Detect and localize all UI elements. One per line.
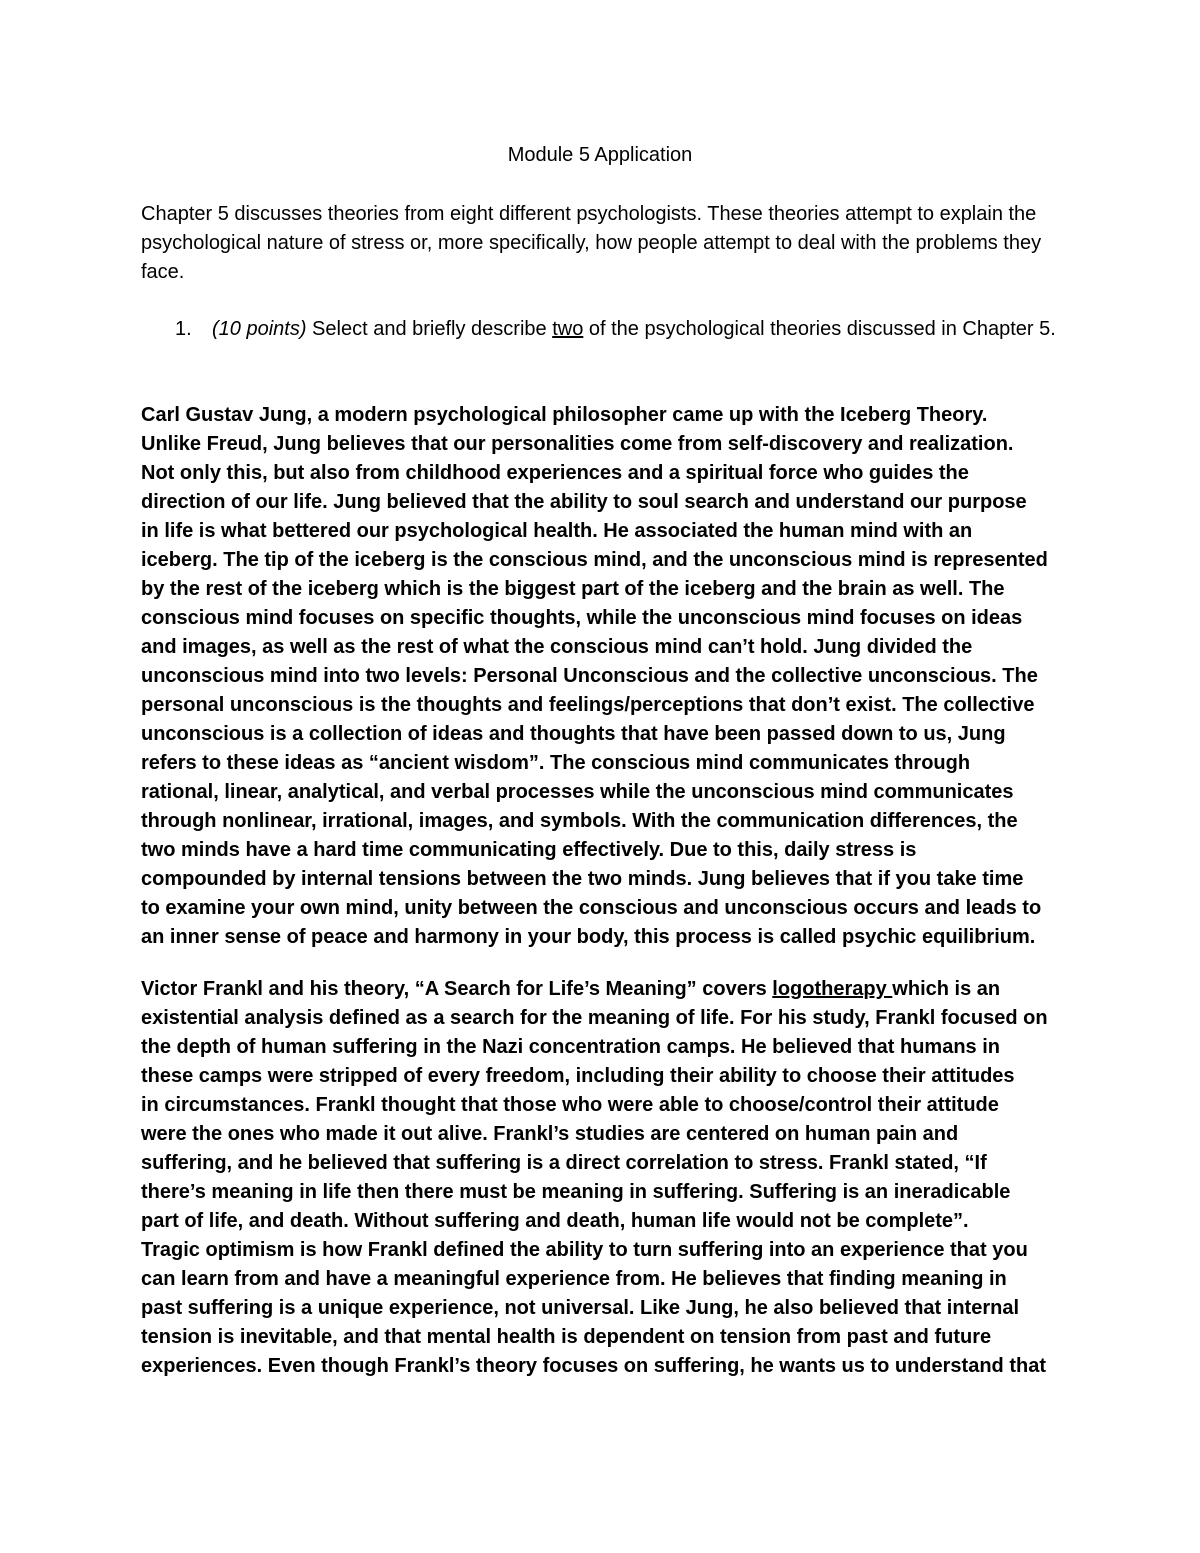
frankl-line-start: Victor Frankl and his theory, “A Search for Life’s Meaning” covers <box>141 978 773 1000</box>
answer-paragraph-jung <box>141 401 1081 952</box>
text-line: Not only this, but also from childhood experiences and a spiritual force who guides the <box>141 462 969 484</box>
text-line: direction of our life. Jung believed that the ability to soul search and understand our purpose <box>141 491 1027 513</box>
text-line: conscious mind focuses on specific thoughts, while the unconscious mind focuses on ideas <box>141 607 1023 629</box>
text-line: two minds have a hard time communicating effectively. Due to this, daily stress is <box>141 839 917 861</box>
text-line <box>141 975 1081 1004</box>
text-line: existential analysis defined as a search for the meaning of life. For his study, Frankl focused on <box>141 1007 1048 1029</box>
text-line: Carl Gustav Jung, a modern psychological philosopher came up with the Iceberg Theory. <box>141 404 988 426</box>
text-line: rational, linear, analytical, and verbal processes while the unconscious mind communicates <box>141 781 1014 803</box>
text-line: past suffering is a unique experience, not universal. Like Jung, he also believed that internal <box>141 1297 1020 1319</box>
text-line: in life is what bettered our psychological health. He associated the human mind with an <box>141 520 973 542</box>
text-line: can learn from and have a meaningful experience from. He believes that finding meaning in <box>141 1268 1007 1290</box>
text-line: there’s meaning in life then there must be meaning in suffering. Suffering is an ineradicable <box>141 1181 1011 1203</box>
text-line: tension is inevitable, and that mental health is dependent on tension from past and future <box>141 1326 992 1348</box>
text-line: unconscious mind into two levels: Personal Unconscious and the collective unconscious. The <box>141 665 1038 687</box>
text-line: to examine your own mind, unity between the conscious and unconscious occurs and leads to <box>141 897 1042 919</box>
text-line: refers to these ideas as “ancient wisdom”. The conscious mind communicates through <box>141 752 971 774</box>
text-line: Unlike Freud, Jung believes that our personalities come from self-discovery and realization. <box>141 433 1014 455</box>
answer-paragraph-frankl <box>141 975 1081 1381</box>
question-text <box>212 315 1071 344</box>
text-line: the depth of human suffering in the Nazi concentration camps. He believed that humans in <box>141 1036 1000 1058</box>
text-line: and images, as well as the rest of what the conscious mind can’t hold. Jung divided the <box>141 636 973 658</box>
question-number: 1. <box>175 318 192 340</box>
text-line: experiences. Even though Frankl’s theory focuses on suffering, he wants us to understand that <box>141 1355 1046 1377</box>
question-emphasis: two <box>552 318 584 340</box>
text-line: Tragic optimism is how Frankl defined the ability to turn suffering into an experience that you <box>141 1239 1028 1261</box>
text-line: these camps were stripped of every freedom, including their ability to choose their attitudes <box>141 1065 1015 1087</box>
text-line: in circumstances. Frankl thought that those who were able to choose/control their attitude <box>141 1094 999 1116</box>
question-text-after: of the psychological theories discussed in Chapter 5. <box>583 318 1056 340</box>
text-line: through nonlinear, irrational, images, and symbols. With the communication differences, the <box>141 810 1018 832</box>
text-line: part of life, and death. Without suffering and death, human life would not be complete”. <box>141 1210 969 1232</box>
logotherapy-term: logotherapy <box>772 978 893 1000</box>
text-line: an inner sense of peace and harmony in your body, this process is called psychic equilibrium. <box>141 926 1036 948</box>
text-line: by the rest of the iceberg which is the biggest part of the iceberg and the brain as well. The <box>141 578 1005 600</box>
frankl-line-end: which is an <box>892 978 1001 1000</box>
question-item <box>141 315 1071 344</box>
text-line: compounded by internal tensions between the two minds. Jung believes that if you take time <box>141 868 1024 890</box>
page-title: Module 5 Application <box>507 144 693 166</box>
intro-paragraph: Chapter 5 discusses theories from eight different psychologists. These theories attempt to explain the psychological nature of stress or, more specifically, how people attempt to deal with the problems they face. <box>141 203 1042 283</box>
question-text-before: Select and briefly describe <box>306 318 553 340</box>
text-line: were the ones who made it out alive. Frankl’s studies are centered on human pain and <box>141 1123 959 1145</box>
text-line: personal unconscious is the thoughts and feelings/perceptions that don’t exist. The collective <box>141 694 1035 716</box>
text-line: iceberg. The tip of the iceberg is the conscious mind, and the unconscious mind is represented <box>141 549 1048 571</box>
text-line: unconscious is a collection of ideas and thoughts that have been passed down to us, Jung <box>141 723 1006 745</box>
question-points: (10 points) <box>212 318 307 340</box>
text-line: suffering, and he believed that suffering is a direct correlation to stress. Frankl stated, “If <box>141 1152 987 1174</box>
